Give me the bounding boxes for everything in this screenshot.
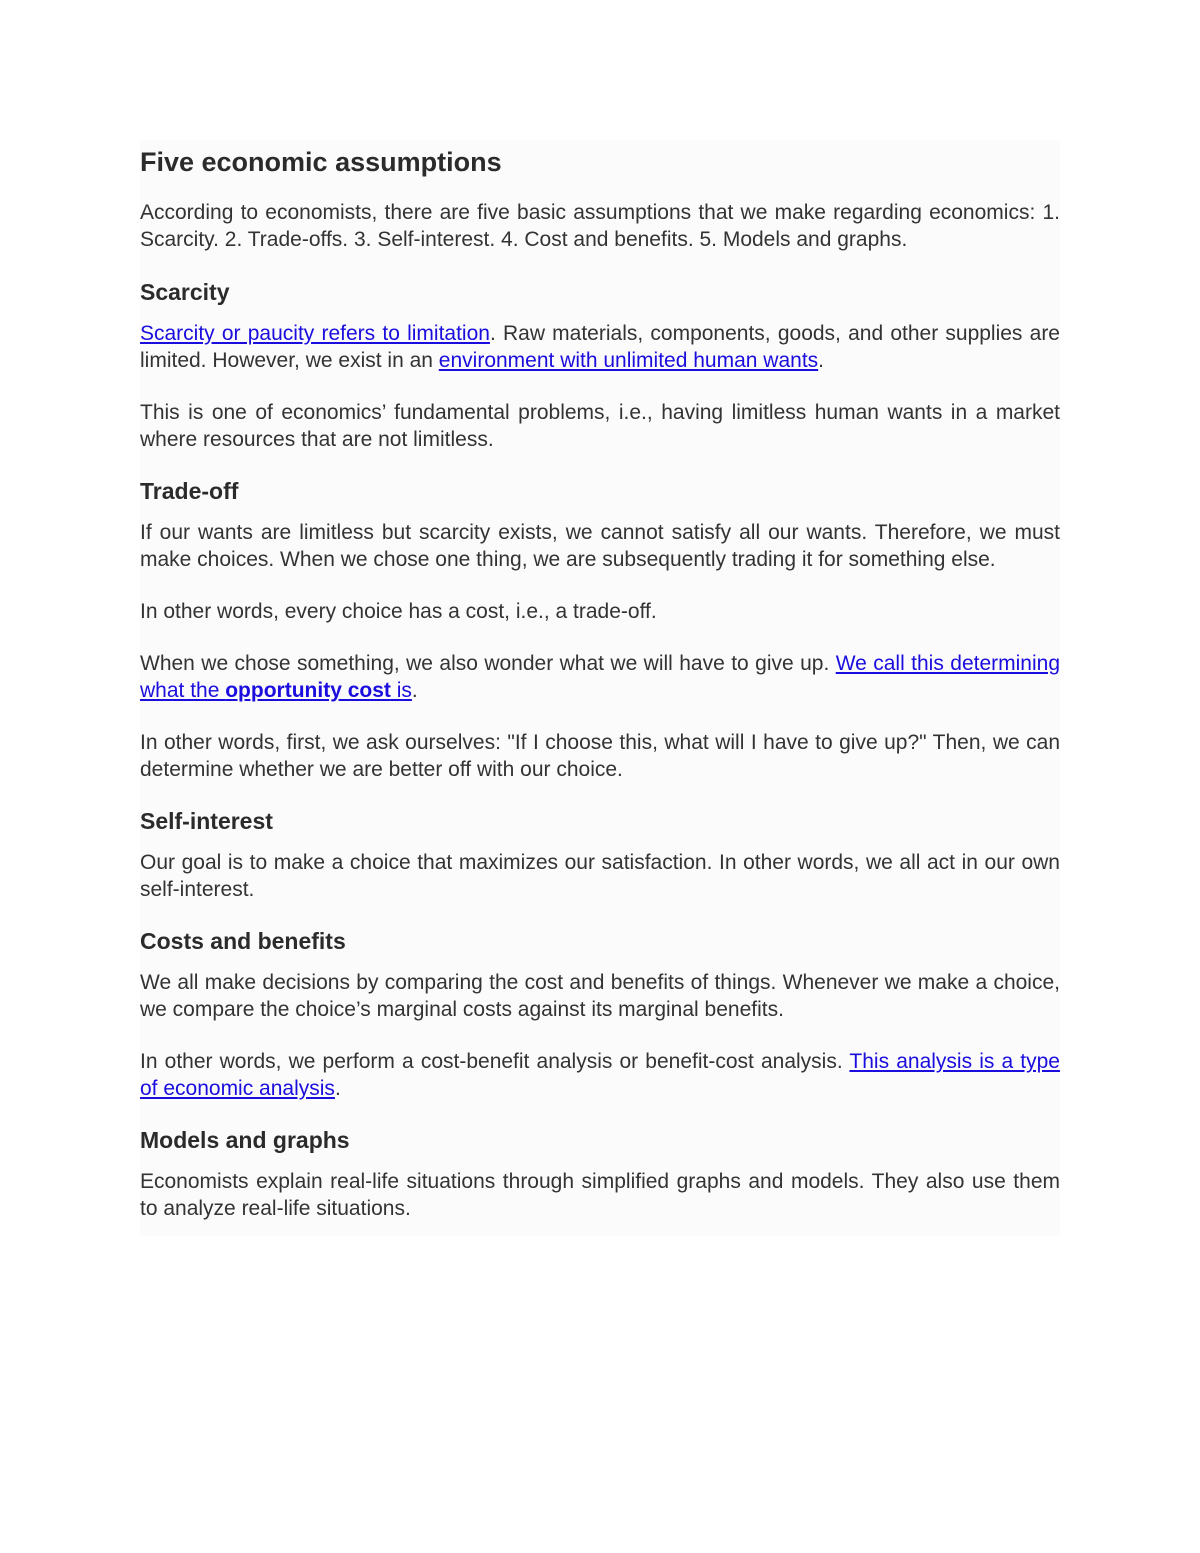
tradeoff-end: . — [411, 679, 418, 702]
heading-trade-off: Trade-off — [140, 478, 239, 504]
tradeoff-paragraph-4: In other words, first, we ask ourselves: "If I choose this, what will I have to give up?" Then, we can determine whether we are better off with our choice. — [140, 731, 1060, 781]
heading-self-interest: Self-interest — [140, 808, 273, 834]
tradeoff-text: When we chose something, we also wonder what we will have to give up. — [140, 652, 836, 675]
unlimited-wants-link[interactable]: environment with unlimited human wants — [438, 349, 819, 372]
tradeoff-paragraph-2: In other words, every choice has a cost, i.e., a trade-off. — [140, 600, 657, 623]
economic-analysis-link[interactable]: This analysis is a type of economic analysis — [140, 1050, 1060, 1100]
heading-costs-benefits: Costs and benefits — [140, 928, 346, 954]
scarcity-text: . Raw materials, components, goods, and other supplies are limited. However, we exist in an — [140, 322, 1060, 372]
intro-paragraph: According to economists, there are five basic assumptions that we make regarding economics: 1. Scarcity. 2. Trade-offs. 3. Self-interest. 4. Cost and benefits. 5. Models and graphs. — [140, 201, 1060, 251]
costs-end: . — [334, 1077, 341, 1100]
opportunity-cost-link-text: We call this determining what the — [140, 652, 1060, 702]
page-title: Five economic assumptions — [140, 147, 502, 177]
article-body — [140, 140, 1060, 1236]
costs-paragraph-1: We all make decisions by comparing the cost and benefits of things. Whenever we make a choice, we compare the choice’s marginal costs against its marginal benefits. — [140, 971, 1060, 1021]
scarcity-paragraph-2: This is one of economics’ fundamental problems, i.e., having limitless human wants in a market where resources that are not limitless. — [140, 401, 1060, 451]
opportunity-cost-bold: opportunity cost — [225, 679, 391, 702]
models-paragraph: Economists explain real-life situations through simplified graphs and models. They also use them to analyze real-life situations. — [140, 1170, 1060, 1220]
opportunity-cost-link-tail: is — [390, 679, 412, 702]
scarcity-paragraph-1 — [140, 320, 1060, 374]
scarcity-definition-link[interactable]: Scarcity or paucity refers to limitation — [140, 322, 490, 345]
heading-models-graphs: Models and graphs — [140, 1127, 350, 1153]
tradeoff-paragraph-3 — [140, 650, 1060, 704]
selfinterest-paragraph: Our goal is to make a choice that maximizes our satisfaction. In other words, we all act in our own self-interest. — [140, 851, 1060, 901]
scarcity-end: . — [818, 349, 824, 372]
costs-text: In other words, we perform a cost-benefit analysis or benefit-cost analysis. — [140, 1050, 850, 1073]
heading-scarcity: Scarcity — [140, 279, 230, 305]
tradeoff-paragraph-1: If our wants are limitless but scarcity exists, we cannot satisfy all our wants. Therefore, we must make choices. When we chose one thing, we are subsequently trading it for something else. — [140, 521, 1060, 571]
costs-paragraph-2 — [140, 1048, 1060, 1102]
